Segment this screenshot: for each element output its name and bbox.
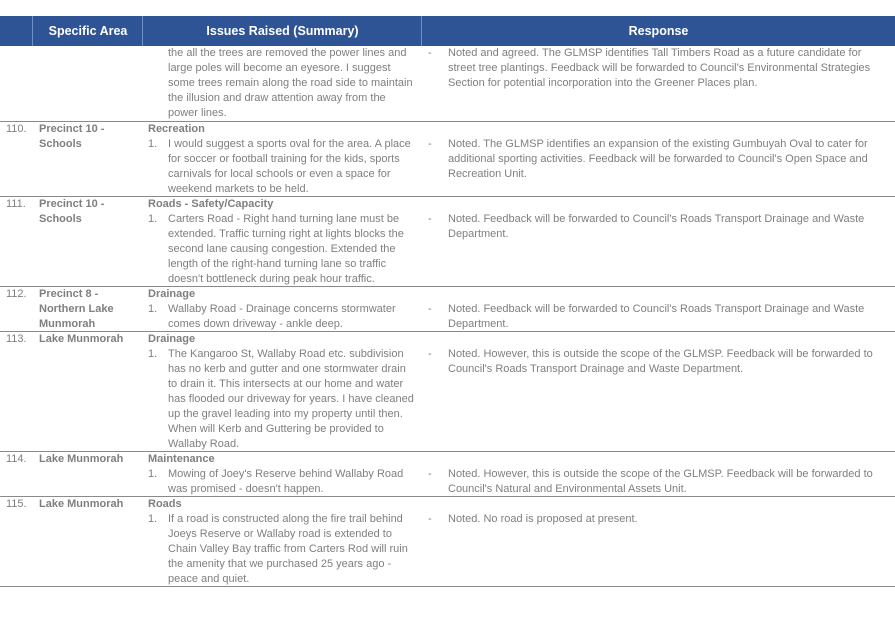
row-number: 111. [6, 198, 26, 210]
issue-text: I would suggest a sports oval for the area. A place for soccer or football training for the kids, sports carnivals for local schools or even a space for weekend markets to be held. [168, 138, 411, 195]
response-bullet: - [428, 303, 432, 315]
table-row [0, 452, 895, 497]
issue-item-number: 1. [148, 348, 158, 360]
header-issues: Issues Raised (Summary) [206, 24, 359, 38]
specific-area: Precinct 8 - Northern Lake Munmorah [39, 288, 114, 330]
issue-topic: Drainage [148, 288, 196, 300]
response-text: Noted and agreed. The GLMSP identifies Tall Timbers Road as a future candidate for street tree plantings. Feedback will be forwarded to Council's Environmental Strategies Section for potential incorporation into the Greener Places plan. [448, 47, 871, 89]
table-header [0, 16, 895, 46]
issue-topic: Recreation [148, 123, 205, 135]
row-divider [0, 586, 895, 587]
table-row [0, 287, 895, 332]
issue-topic: Roads [148, 498, 182, 510]
issue-text: If a road is constructed along the fire trail behind Joeys Reserve or Wallaby road is extended to Chain Valley Bay traffic from Carters Rod will ruin the amenity that we purchased 25 years ago - peace and quiet. [168, 513, 408, 585]
header-specific-area: Specific Area [48, 24, 128, 38]
response-bullet: - [428, 47, 432, 59]
response-bullet: - [428, 213, 432, 225]
specific-area: Precinct 10 - Schools [39, 123, 105, 150]
header-divider [32, 16, 33, 46]
response-text: Noted. No road is proposed at present. [448, 513, 638, 525]
row-number: 115. [6, 498, 27, 510]
table-row [0, 332, 895, 452]
response-bullet: - [428, 138, 432, 150]
row-number: 113. [6, 333, 27, 345]
specific-area: Lake Munmorah [39, 453, 124, 465]
table-row [0, 497, 895, 587]
issue-topic: Roads - Safety/Capacity [148, 198, 274, 210]
issue-text: Mowing of Joey's Reserve behind Wallaby Road was promised - doesn't happen. [168, 468, 404, 495]
response-bullet: - [428, 513, 432, 525]
response-bullet: - [428, 348, 432, 360]
issue-text: Carters Road - Right hand turning lane must be extended. Traffic turning right at lights blocks the second lane causing congestion. Extended the length of the right-hand turning lane so traffic doesn't bottleneck during peak hour traffic. [168, 213, 404, 285]
response-text: Noted. However, this is outside the scope of the GLMSP. Feedback will be forwarded to Council's Roads Transport Drainage and Waste Department. [448, 348, 873, 375]
response-bullet: - [428, 468, 432, 480]
table-row [0, 197, 895, 287]
specific-area: Lake Munmorah [39, 333, 124, 345]
issue-item-number: 1. [148, 213, 158, 225]
issue-text: the all the trees are removed the power lines and large poles will become an eyesore. I suggest some trees remain along the road side to maintain the illusion and draw attention away from the power lines. [168, 47, 413, 119]
response-text: Noted. Feedback will be forwarded to Council's Roads Transport Drainage and Waste Department. [448, 213, 865, 240]
specific-area: Lake Munmorah [39, 498, 124, 510]
issue-item-number: 1. [148, 138, 158, 150]
row-number: 112. [6, 288, 27, 300]
header-response: Response [628, 24, 689, 38]
issue-item-number: 1. [148, 468, 158, 480]
row-number: 114. [6, 453, 27, 465]
issue-item-number: 1. [148, 303, 158, 315]
specific-area: Precinct 10 - Schools [39, 198, 105, 225]
issue-text: Wallaby Road - Drainage concerns stormwater comes down driveway - ankle deep. [168, 303, 396, 330]
table-row [0, 122, 895, 197]
table-row-continuation [0, 46, 895, 122]
issue-text: The Kangaroo St, Wallaby Road etc. subdivision has no kerb and gutter and one stormwater drain to drain it. This intersects at our home and water has flooded our driveway for years. I have cleaned up the gravel leading into my property until then. When will Kerb and Guttering be provided to Wallaby Road. [168, 348, 414, 450]
row-number: 110. [6, 123, 27, 135]
issue-topic: Drainage [148, 333, 196, 345]
response-text: Noted. However, this is outside the scope of the GLMSP. Feedback will be forwarded to Council's Natural and Environmental Assets Unit. [448, 468, 873, 495]
issue-topic: Maintenance [148, 453, 215, 465]
response-text: Noted. The GLMSP identifies an expansion of the existing Gumbuyah Oval to cater for additional sporting activities. Feedback will be forwarded to Council's Open Space and Recreation Unit. [448, 138, 868, 180]
issue-item-number: 1. [148, 513, 158, 525]
response-text: Noted. Feedback will be forwarded to Council's Roads Transport Drainage and Waste Department. [448, 303, 865, 330]
